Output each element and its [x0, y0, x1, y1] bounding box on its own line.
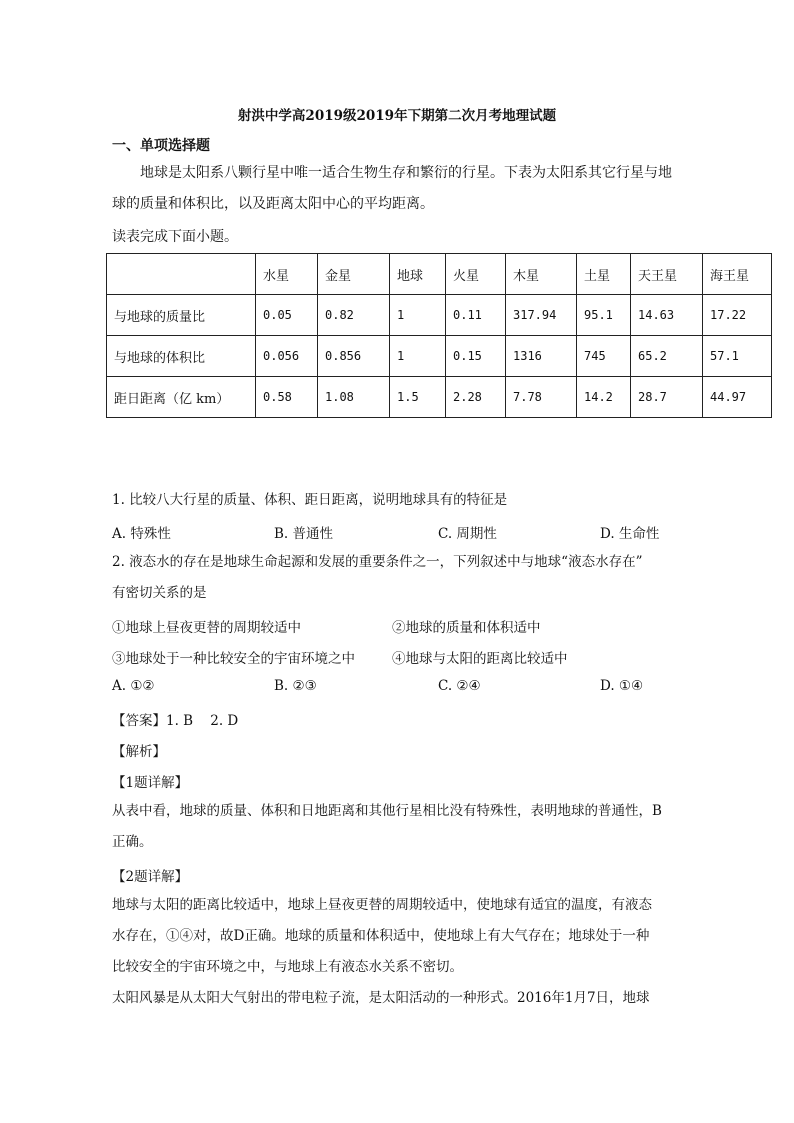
q2-statement-1: ①地球上昼夜更替的周期较适中 — [112, 620, 301, 636]
detail-2-heading: 【2题详解】 — [112, 869, 189, 885]
table-row — [107, 336, 772, 377]
table-cell: 0.58 — [256, 377, 318, 418]
table-cell: 1.08 — [318, 377, 390, 418]
table-cell: 0.15 — [446, 336, 506, 377]
table-cell: 天王星 — [631, 254, 703, 295]
q2-option-b: B. ②③ — [274, 678, 317, 694]
question-1-stem: 1. 比较八大行星的质量、体积、距日距离，说明地球具有的特征是 — [112, 492, 508, 508]
table-cell: 土星 — [577, 254, 631, 295]
table-cell: 1316 — [506, 336, 577, 377]
q2-option-a: A. ①② — [112, 678, 155, 694]
planet-table — [106, 253, 772, 418]
table-cell: 1.5 — [390, 377, 446, 418]
table-cell: 57.1 — [703, 336, 772, 377]
table-cell: 44.97 — [703, 377, 772, 418]
q2-statement-2: ②地球的质量和体积适中 — [392, 620, 541, 636]
table-row-label: 与地球的质量比 — [107, 295, 256, 336]
table-cell: 2.28 — [446, 377, 506, 418]
table-cell: 14.63 — [631, 295, 703, 336]
table-header-row — [107, 254, 772, 295]
table-row — [107, 295, 772, 336]
table-row-label: 距日距离（亿 km） — [107, 377, 256, 418]
detail-1-line-1: 从表中看，地球的质量、体积和日地距离和其他行星相比没有特殊性，表明地球的普通性，B — [112, 803, 662, 819]
detail-2-line-2: 水存在，①④对，故D正确。地球的质量和体积适中，使地球上有大气存在；地球处于一种 — [112, 928, 650, 944]
q1-option-a: A. 特殊性 — [112, 526, 171, 542]
table-cell: 海王星 — [703, 254, 772, 295]
analysis-heading: 【解析】 — [112, 744, 166, 760]
table-cell: 745 — [577, 336, 631, 377]
answer-line: 【答案】1. B 2. D — [112, 713, 239, 729]
q1-option-d: D. 生命性 — [600, 526, 660, 542]
page-title: 射洪中学高2019级2019年下期第二次月考地理试题 — [237, 108, 557, 124]
table-cell: 0.05 — [256, 295, 318, 336]
table-cell: 1 — [390, 336, 446, 377]
q2-statement-4: ④地球与太阳的距离比较适中 — [392, 651, 568, 667]
tail-paragraph-line: 太阳风暴是从太阳大气射出的带电粒子流，是太阳活动的一种形式。2016年1月7日，地球 — [112, 990, 650, 1006]
section-heading: 一、单项选择题 — [112, 138, 210, 154]
table-cell: 17.22 — [703, 295, 772, 336]
table-cell: 7.78 — [506, 377, 577, 418]
table-cell: 水星 — [256, 254, 318, 295]
table-cell: 0.11 — [446, 295, 506, 336]
detail-2-line-1: 地球与太阳的距离比较适中，地球上昼夜更替的周期较适中，使地球有适宜的温度，有液态 — [112, 897, 652, 913]
table-cell: 14.2 — [577, 377, 631, 418]
table-cell: 317.94 — [506, 295, 577, 336]
table-cell: 火星 — [446, 254, 506, 295]
table-cell: 0.856 — [318, 336, 390, 377]
detail-2-line-3: 比较安全的宇宙环境之中，与地球上有液态水关系不密切。 — [112, 959, 463, 975]
table-cell — [107, 254, 256, 295]
q2-option-c: C. ②④ — [438, 678, 481, 694]
table-cell: 金星 — [318, 254, 390, 295]
question-2-stem-2: 有密切关系的是 — [112, 585, 207, 601]
q1-option-b: B. 普通性 — [274, 526, 334, 542]
question-2-stem-1: 2. 液态水的存在是地球生命起源和发展的重要条件之一，下列叙述中与地球“液态水存在” — [112, 554, 643, 570]
table-cell: 95.1 — [577, 295, 631, 336]
detail-1-heading: 【1题详解】 — [112, 775, 189, 791]
table-cell: 木星 — [506, 254, 577, 295]
intro-line-2: 球的质量和体积比，以及距离太阳中心的平均距离。 — [112, 196, 434, 212]
table-cell: 28.7 — [631, 377, 703, 418]
q2-option-d: D. ①④ — [600, 678, 644, 694]
table-row-label: 与地球的体积比 — [107, 336, 256, 377]
table-cell: 0.82 — [318, 295, 390, 336]
detail-1-line-2: 正确。 — [112, 834, 153, 850]
table-cell: 地球 — [390, 254, 446, 295]
q2-statement-3: ③地球处于一种比较安全的宇宙环境之中 — [112, 651, 355, 667]
table-cell: 0.056 — [256, 336, 318, 377]
table-row — [107, 377, 772, 418]
q1-option-c: C. 周期性 — [438, 526, 497, 542]
table-cell: 65.2 — [631, 336, 703, 377]
intro-line-1: 地球是太阳系八颗行星中唯一适合生物生存和繁衍的行星。下表为太阳系其它行星与地 — [140, 165, 672, 181]
intro-line-3: 读表完成下面小题。 — [112, 229, 238, 245]
table-cell: 1 — [390, 295, 446, 336]
